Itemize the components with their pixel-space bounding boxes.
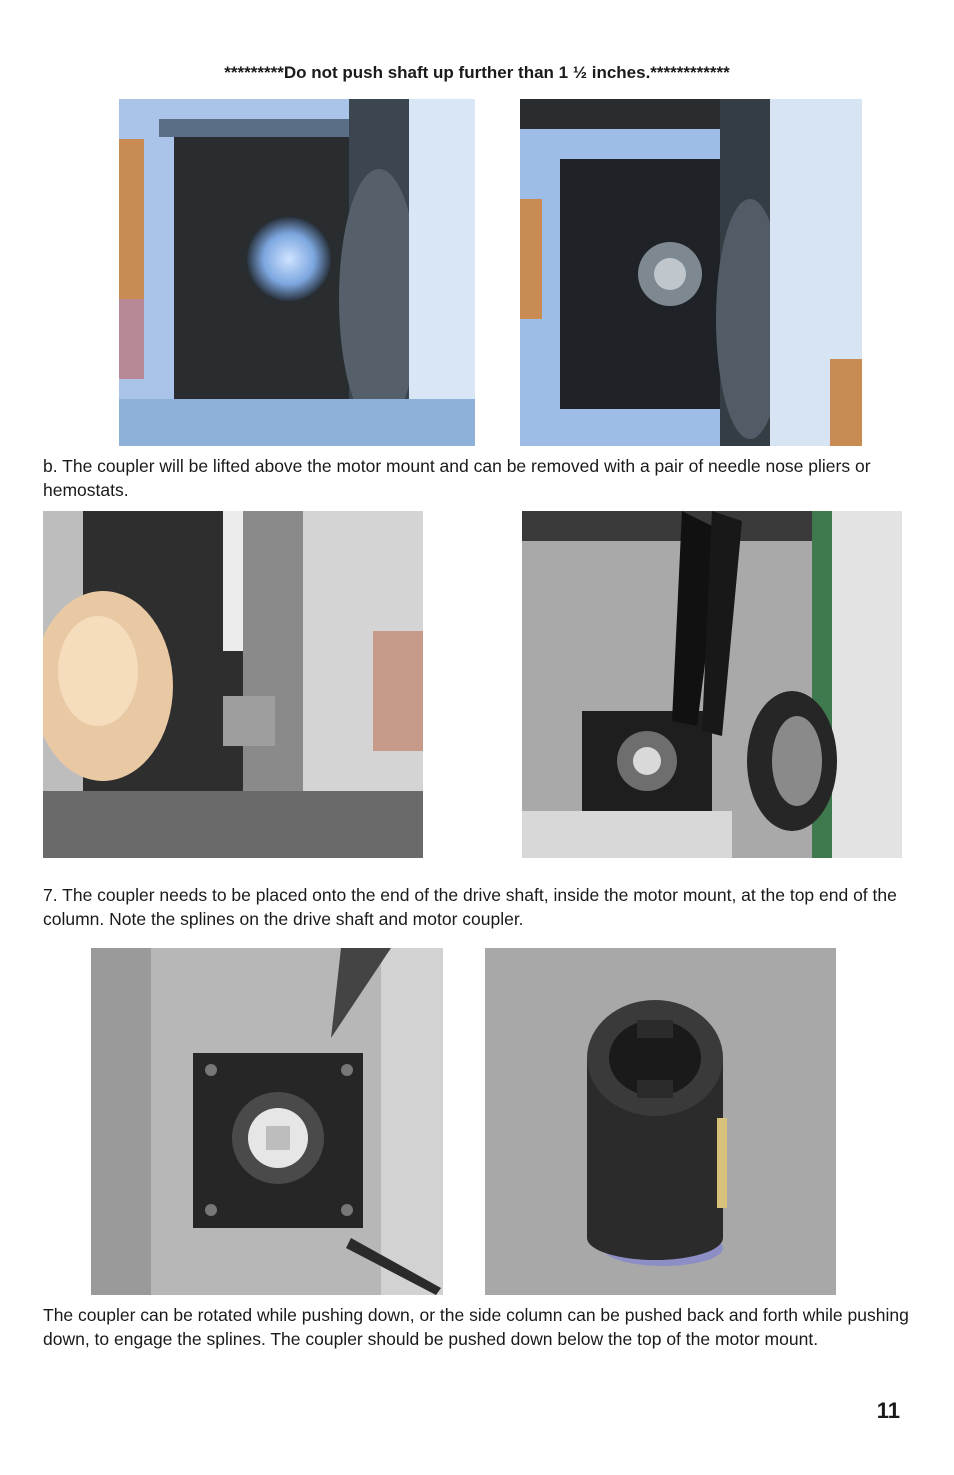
photo-shaft-in-mount-2 bbox=[520, 99, 862, 446]
warning-text: *********Do not push shaft up further than 1 ½ inches.************ bbox=[224, 63, 730, 82]
closing-text: The coupler can be rotated while pushing down, or the side column can be pushed back and forth while pushing down, to engage the splines. The coupler should be pushed down below the top of the motor mount. bbox=[43, 1305, 909, 1349]
photo-motor-coupler bbox=[485, 948, 836, 1295]
step-7-text: 7. The coupler needs to be placed onto the end of the drive shaft, inside the motor mount, at the top end of the column. Note the splines on the drive shaft and motor coupler. bbox=[43, 885, 897, 929]
page-number: 11 bbox=[876, 1398, 900, 1423]
photo-motor-mount-topdown bbox=[91, 948, 443, 1295]
photo-coupler-removal-pliers bbox=[43, 511, 423, 858]
photo-shaft-in-mount-1 bbox=[119, 99, 475, 446]
photo-motor-mount-wires bbox=[522, 511, 902, 858]
step-b-text: b. The coupler will be lifted above the motor mount and can be removed with a pair of needle nose pliers or hemostats. bbox=[43, 456, 871, 500]
